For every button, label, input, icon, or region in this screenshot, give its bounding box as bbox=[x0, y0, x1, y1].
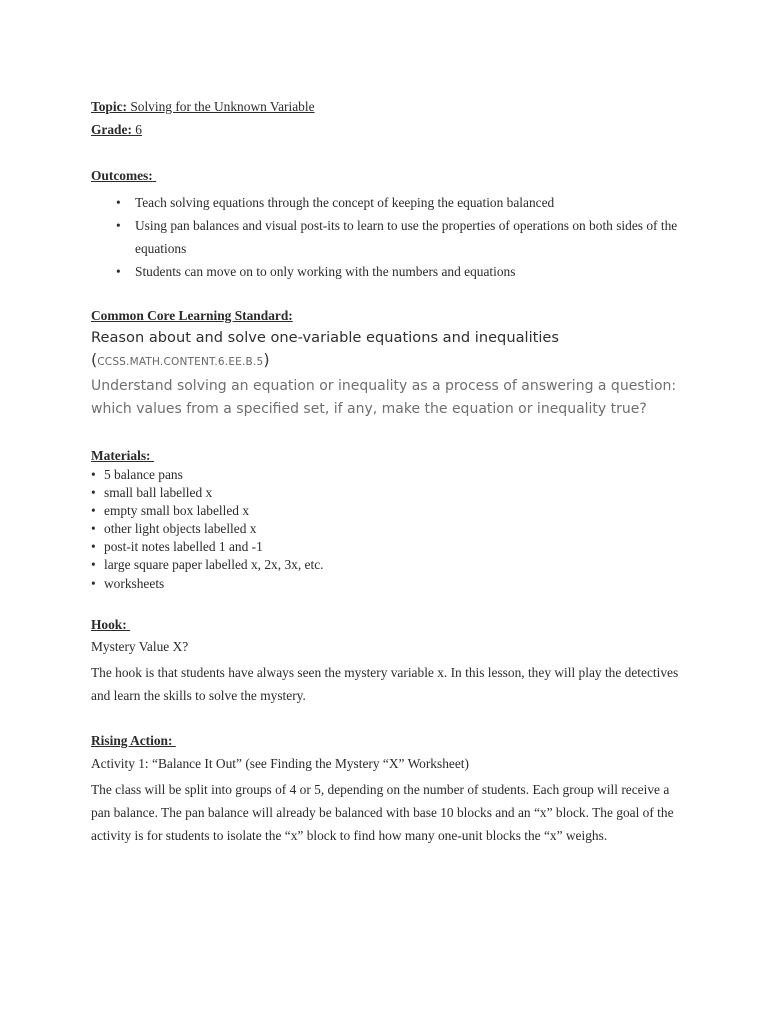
grade-label: Grade: bbox=[91, 122, 132, 137]
hook-subtitle: Mystery Value X? bbox=[91, 639, 189, 654]
list-item: • empty small box labelled x bbox=[91, 502, 324, 520]
activity-title: Activity 1: “Balance It Out” (see Finding the Mystery “X” Worksheet) bbox=[91, 756, 469, 771]
materials-list bbox=[91, 466, 324, 593]
materials-heading: Materials: bbox=[91, 448, 151, 463]
grade-value: 6 bbox=[131, 122, 142, 137]
bullet-icon: • bbox=[91, 575, 96, 591]
hook-heading: Hook: bbox=[91, 617, 127, 632]
list-item: • large square paper labelled x, 2x, 3x, etc. bbox=[91, 556, 324, 574]
bullet-icon: • bbox=[91, 485, 96, 501]
topic-line bbox=[91, 99, 315, 115]
bullet-icon: • bbox=[116, 264, 121, 279]
bullet-icon: • bbox=[91, 467, 96, 482]
list-item: • Using pan balances and visual post-its to learn to use the properties of operations on both sides of the equations bbox=[91, 214, 691, 260]
list-item: • Teach solving equations through the concept of keeping the equation balanced bbox=[91, 191, 691, 214]
topic-value: Solving for the Unknown Variable bbox=[126, 99, 315, 114]
list-item: • post-it notes labelled 1 and -1 bbox=[91, 538, 324, 556]
list-item: • Students can move on to only working with the numbers and equations bbox=[91, 260, 691, 283]
outcomes-list bbox=[91, 191, 691, 283]
standard-description: Understand solving an equation or inequality as a process of answering a question: which values from a specified set, if any, make the equation or inequality true? bbox=[91, 378, 677, 417]
bullet-icon: • bbox=[91, 539, 96, 555]
standard-code-line: (CCSS.MATH.CONTENT.6.EE.B.5) bbox=[91, 350, 270, 369]
bullet-icon: • bbox=[91, 557, 96, 573]
standard-title: Reason about and solve one-variable equations and inequalities bbox=[91, 329, 559, 346]
rising-action-body: The class will be split into groups of 4 or 5, depending on the number of students. Each group will receive a pan balance. The pan balance will already be balanced with base 10 blocks and an “x” block. The goal of the activity is for students to isolate the “x” block to find how many one-unit blocks the “x” weighs. bbox=[91, 782, 674, 843]
bullet-icon: • bbox=[91, 503, 96, 519]
list-item: • 5 balance pans bbox=[91, 466, 324, 484]
hook-body: The hook is that students have always seen the mystery variable x. In this lesson, they will play the detectives and learn the skills to solve the mystery. bbox=[91, 665, 679, 703]
list-item: • small ball labelled x bbox=[91, 484, 324, 502]
list-item: • worksheets bbox=[91, 575, 324, 593]
rising-action-heading: Rising Action: bbox=[91, 733, 173, 748]
standard-heading: Common Core Learning Standard: bbox=[91, 308, 293, 323]
bullet-icon: • bbox=[116, 195, 121, 210]
bullet-icon: • bbox=[116, 218, 121, 233]
grade-line bbox=[91, 122, 142, 138]
outcomes-heading: Outcomes: bbox=[91, 168, 153, 183]
standard-code: CCSS.MATH.CONTENT.6.EE.B.5 bbox=[97, 356, 264, 368]
topic-label: Topic: bbox=[91, 99, 127, 114]
bullet-icon: • bbox=[91, 521, 96, 537]
list-item: • other light objects labelled x bbox=[91, 520, 324, 538]
